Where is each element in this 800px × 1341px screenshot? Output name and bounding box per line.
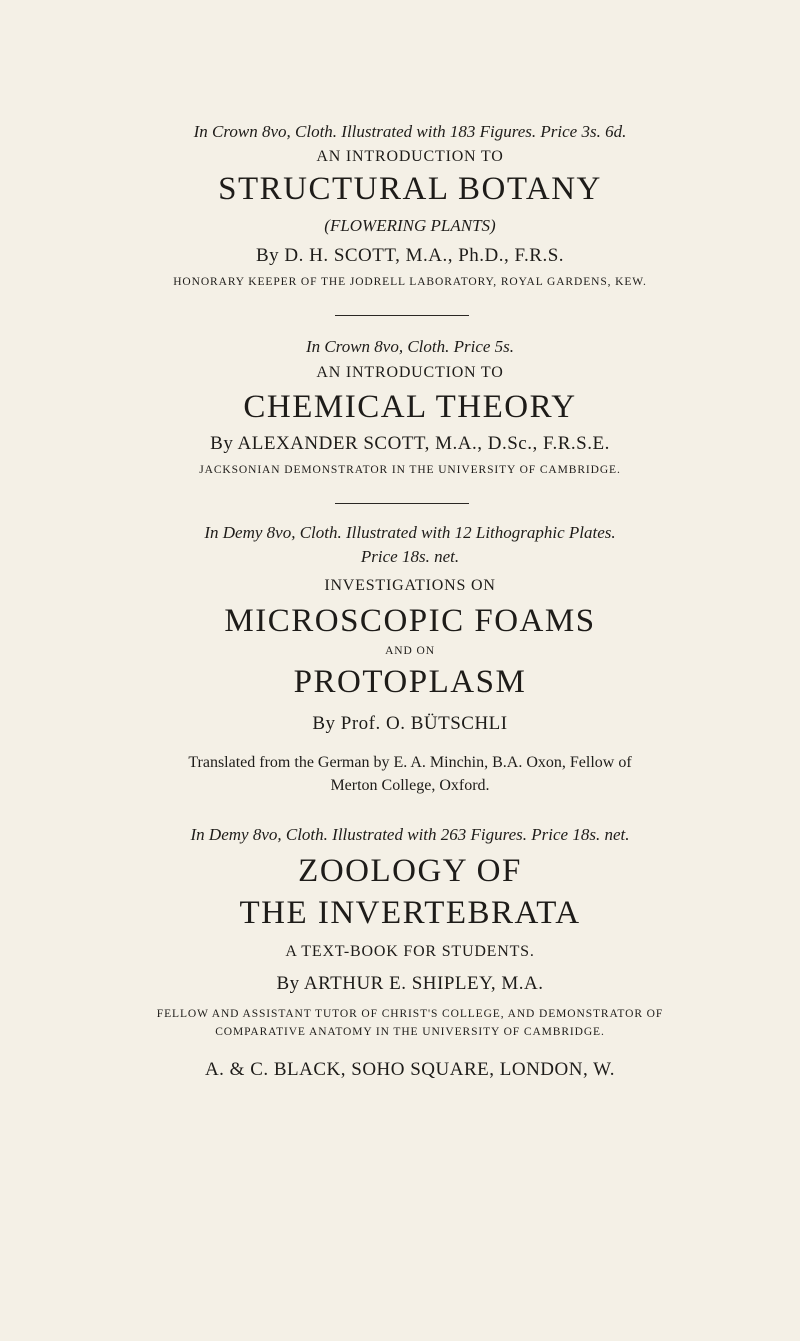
publisher-imprint: A. & C. BLACK, SOHO SQUARE, LONDON, W.	[204, 1059, 616, 1080]
book1-edition: In Crown 8vo, Cloth. Illustrated with 183 Figures. Price 3s. 6d.	[193, 122, 627, 141]
book2-author: By ALEXANDER SCOTT, M.A., D.Sc., F.R.S.E.	[210, 433, 610, 454]
book3-title2: PROTOPLASM	[293, 664, 527, 700]
book4-title2: THE INVERTEBRATA	[239, 895, 581, 931]
book3-author: By Prof. O. BÜTSCHLI	[312, 713, 508, 734]
book3-intro: INVESTIGATIONS ON	[324, 577, 496, 594]
book4-edition: In Demy 8vo, Cloth. Illustrated with 263 Figures. Price 18s. net.	[190, 825, 630, 844]
book2-title: CHEMICAL THEORY	[243, 389, 577, 425]
book4-author: By ARTHUR E. SHIPLEY, M.A.	[276, 973, 544, 994]
book1-subtitle: (FLOWERING PLANTS)	[324, 216, 496, 235]
book2-author-note: JACKSONIAN DEMONSTRATOR IN THE UNIVERSITY OF CAMBRIDGE.	[199, 464, 621, 476]
book1-title: STRUCTURAL BOTANY	[218, 171, 602, 207]
book1-author: By D. H. SCOTT, M.A., Ph.D., F.R.S.	[255, 245, 565, 266]
book4-author-note-line2: COMPARATIVE ANATOMY IN THE UNIVERSITY OF CAMBRIDGE.	[215, 1026, 605, 1038]
book2-intro: AN INTRODUCTION TO	[316, 364, 504, 381]
book3-translation-line2: Merton College, Oxford.	[330, 777, 490, 794]
book3-edition-line2: Price 18s. net.	[360, 547, 460, 566]
book2-edition: In Crown 8vo, Cloth. Price 5s.	[305, 337, 515, 356]
divider	[335, 503, 469, 504]
book3-translation-line1: Translated from the German by E. A. Minchin, B.A. Oxon, Fellow of	[188, 754, 632, 771]
book4-title1: ZOOLOGY OF	[298, 853, 522, 889]
book1-intro: AN INTRODUCTION TO	[316, 148, 504, 165]
book3-edition-line1: In Demy 8vo, Cloth. Illustrated with 12 Lithographic Plates.	[204, 523, 616, 542]
book4-subtitle: A TEXT-BOOK FOR STUDENTS.	[285, 943, 535, 960]
book3-title1: MICROSCOPIC FOAMS	[224, 603, 596, 639]
book3-connector: AND ON	[385, 645, 435, 657]
divider	[335, 315, 469, 316]
book4-author-note-line1: FELLOW AND ASSISTANT TUTOR OF CHRIST'S COLLEGE, AND DEMONSTRATOR OF	[156, 1008, 664, 1020]
book1-author-note: HONORARY KEEPER OF THE JODRELL LABORATORY, ROYAL GARDENS, KEW.	[173, 276, 647, 288]
